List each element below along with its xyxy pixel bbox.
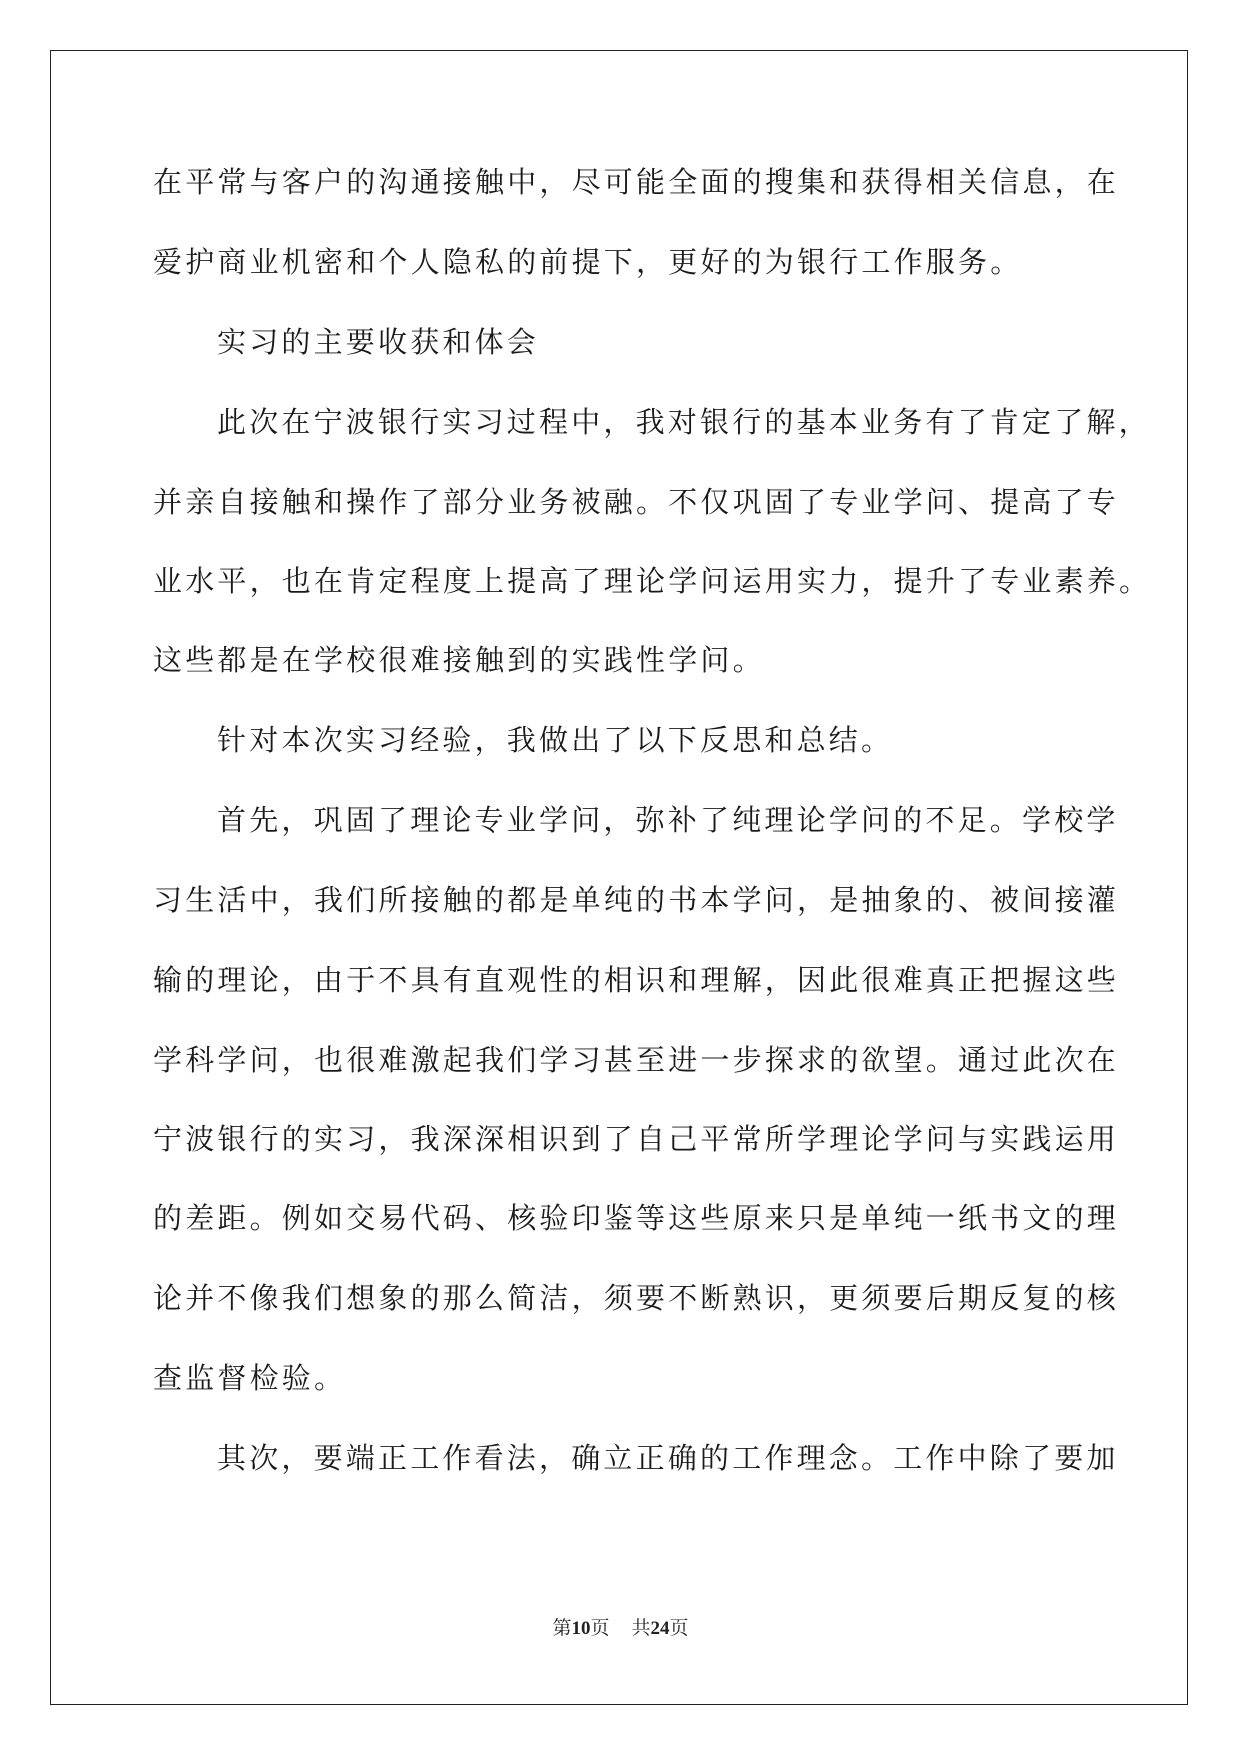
page-footer (0, 1617, 1241, 1641)
text-line: 查监督检验。 (153, 1361, 347, 1395)
text-line: 宁波银行的实习，我深深相识到了自己平常所学理论学问与实践运用 (153, 1122, 1120, 1156)
page-suffix: 页 (590, 1618, 610, 1639)
total-page-number: 24 (650, 1618, 670, 1639)
text-line: 并亲自接触和操作了部分业务被融。不仅巩固了专业学问、提高了专 (153, 485, 1120, 519)
text-line: 此次在宁波银行实习过程中，我对银行的基本业务有了肯定了解， (217, 405, 1151, 439)
total-suffix: 页 (669, 1618, 689, 1639)
text-line: 首先，巩固了理论专业学问，弥补了纯理论学问的不足。学校学 (217, 803, 1119, 837)
text-line: 习生活中，我们所接触的都是单纯的书本学问，是抽象的、被间接灌 (153, 883, 1120, 917)
text-line: 其次，要端正工作看法，确立正确的工作理念。工作中除了要加 (217, 1441, 1119, 1475)
page-prefix: 第 (552, 1618, 572, 1639)
text-line: 这些都是在学校很难接触到的实践性学问。 (153, 643, 765, 677)
text-line: 针对本次实习经验，我做出了以下反思和总结。 (217, 723, 894, 757)
total-prefix: 共 (631, 1618, 651, 1639)
text-line: 业水平，也在肯定程度上提高了理论学问运用实力，提升了专业素养。 (153, 564, 1152, 598)
text-line: 在平常与客户的沟通接触中，尽可能全面的搜集和获得相关信息，在 (153, 165, 1120, 199)
text-line: 论并不像我们想象的那么简洁，须要不断熟识，更须要后期反复的核 (153, 1281, 1120, 1315)
text-line: 爱护商业机密和个人隐私的前提下，更好的为银行工作服务。 (153, 245, 1023, 279)
text-line: 的差距。例如交易代码、核验印鉴等这些原来只是单纯一纸书文的理 (153, 1201, 1120, 1235)
text-line: 输的理论，由于不具有直观性的相识和理解，因此很难真正把握这些 (153, 963, 1120, 997)
current-page-number: 10 (571, 1618, 591, 1639)
text-line: 学科学问，也很难激起我们学习甚至进一步探求的欲望。通过此次在 (153, 1043, 1120, 1077)
section-heading: 实习的主要收获和体会 (217, 325, 540, 359)
